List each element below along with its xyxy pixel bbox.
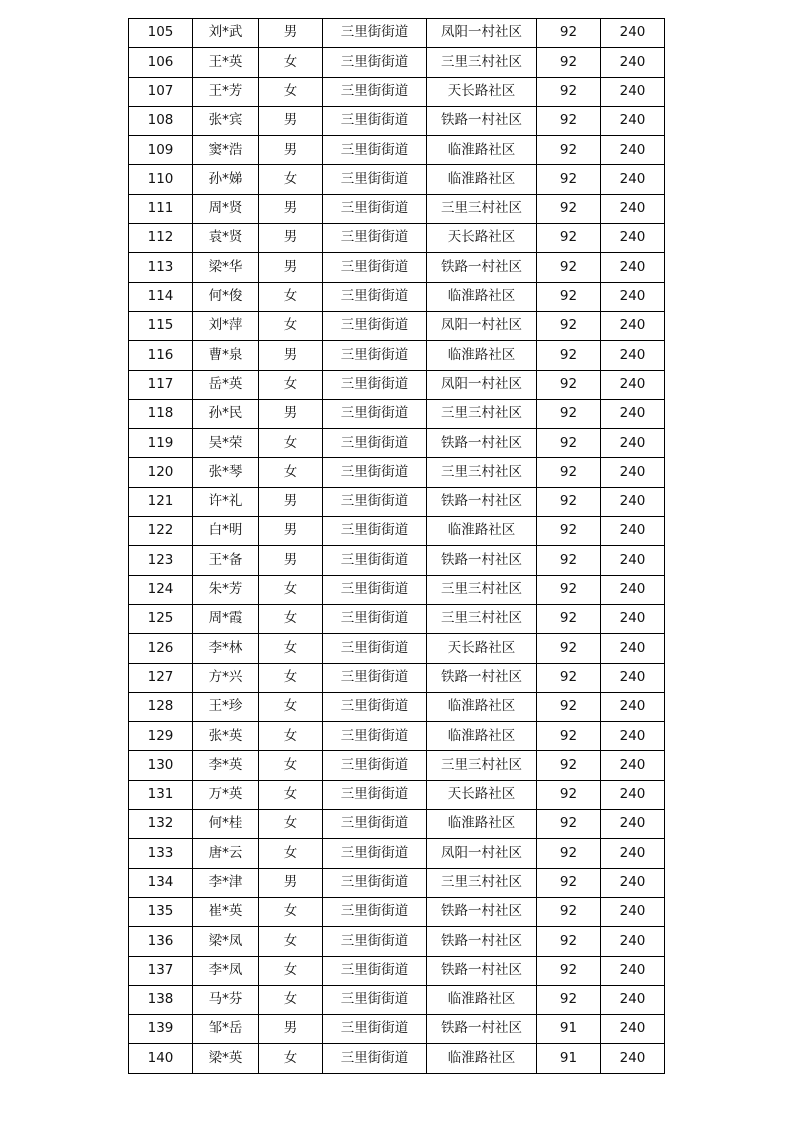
cell-id: 111 <box>129 194 193 223</box>
table-row <box>129 19 665 48</box>
cell-community: 临淮路社区 <box>427 136 537 165</box>
cell-gender: 女 <box>259 839 323 868</box>
table-row <box>129 692 665 721</box>
cell-amount: 240 <box>601 517 665 546</box>
cell-score: 92 <box>537 692 601 721</box>
cell-street: 三里街街道 <box>323 106 427 135</box>
cell-amount: 240 <box>601 839 665 868</box>
cell-gender: 女 <box>259 1044 323 1073</box>
cell-gender: 女 <box>259 282 323 311</box>
cell-community: 临淮路社区 <box>427 1044 537 1073</box>
cell-street: 三里街街道 <box>323 224 427 253</box>
cell-name: 李*津 <box>193 868 259 897</box>
table-row <box>129 663 665 692</box>
cell-score: 92 <box>537 19 601 48</box>
cell-amount: 240 <box>601 19 665 48</box>
cell-name: 李*凤 <box>193 956 259 985</box>
cell-gender: 女 <box>259 956 323 985</box>
table-row <box>129 517 665 546</box>
cell-name: 许*礼 <box>193 487 259 516</box>
cell-street: 三里街街道 <box>323 77 427 106</box>
cell-score: 92 <box>537 517 601 546</box>
cell-score: 92 <box>537 106 601 135</box>
cell-street: 三里街街道 <box>323 897 427 926</box>
cell-name: 邹*岳 <box>193 1015 259 1044</box>
cell-name: 崔*英 <box>193 897 259 926</box>
cell-gender: 女 <box>259 897 323 926</box>
cell-score: 91 <box>537 1044 601 1073</box>
cell-amount: 240 <box>601 429 665 458</box>
cell-street: 三里街街道 <box>323 282 427 311</box>
table-row <box>129 106 665 135</box>
cell-score: 92 <box>537 810 601 839</box>
cell-name: 方*兴 <box>193 663 259 692</box>
cell-amount: 240 <box>601 48 665 77</box>
cell-street: 三里街街道 <box>323 19 427 48</box>
cell-gender: 女 <box>259 429 323 458</box>
cell-amount: 240 <box>601 77 665 106</box>
cell-id: 140 <box>129 1044 193 1073</box>
cell-gender: 男 <box>259 136 323 165</box>
cell-community: 凤阳一村社区 <box>427 370 537 399</box>
cell-name: 岳*英 <box>193 370 259 399</box>
cell-amount: 240 <box>601 546 665 575</box>
cell-community: 铁路一村社区 <box>427 487 537 516</box>
cell-score: 92 <box>537 136 601 165</box>
cell-gender: 女 <box>259 48 323 77</box>
cell-score: 92 <box>537 839 601 868</box>
table-row <box>129 927 665 956</box>
cell-gender: 男 <box>259 194 323 223</box>
cell-gender: 女 <box>259 634 323 663</box>
cell-id: 123 <box>129 546 193 575</box>
cell-street: 三里街街道 <box>323 253 427 282</box>
cell-community: 天长路社区 <box>427 780 537 809</box>
cell-amount: 240 <box>601 780 665 809</box>
cell-gender: 男 <box>259 224 323 253</box>
cell-id: 114 <box>129 282 193 311</box>
table-row <box>129 194 665 223</box>
cell-amount: 240 <box>601 370 665 399</box>
cell-score: 92 <box>537 253 601 282</box>
table-body <box>129 19 665 1074</box>
cell-street: 三里街街道 <box>323 458 427 487</box>
cell-name: 周*霞 <box>193 604 259 633</box>
table-row <box>129 253 665 282</box>
cell-id: 107 <box>129 77 193 106</box>
cell-name: 张*琴 <box>193 458 259 487</box>
table-row <box>129 751 665 780</box>
cell-id: 118 <box>129 399 193 428</box>
cell-community: 铁路一村社区 <box>427 429 537 458</box>
cell-score: 92 <box>537 224 601 253</box>
cell-gender: 女 <box>259 810 323 839</box>
cell-amount: 240 <box>601 106 665 135</box>
cell-street: 三里街街道 <box>323 604 427 633</box>
cell-street: 三里街街道 <box>323 48 427 77</box>
table-row <box>129 399 665 428</box>
cell-score: 92 <box>537 751 601 780</box>
cell-gender: 男 <box>259 487 323 516</box>
cell-amount: 240 <box>601 136 665 165</box>
cell-id: 133 <box>129 839 193 868</box>
cell-name: 王*备 <box>193 546 259 575</box>
cell-id: 116 <box>129 341 193 370</box>
cell-community: 三里三村社区 <box>427 399 537 428</box>
cell-id: 131 <box>129 780 193 809</box>
cell-score: 92 <box>537 48 601 77</box>
table-row <box>129 341 665 370</box>
cell-name: 梁*华 <box>193 253 259 282</box>
table-row <box>129 487 665 516</box>
cell-street: 三里街街道 <box>323 839 427 868</box>
cell-name: 周*贤 <box>193 194 259 223</box>
cell-amount: 240 <box>601 985 665 1014</box>
cell-score: 92 <box>537 458 601 487</box>
table-row <box>129 1044 665 1073</box>
cell-community: 三里三村社区 <box>427 751 537 780</box>
cell-community: 铁路一村社区 <box>427 927 537 956</box>
cell-amount: 240 <box>601 194 665 223</box>
cell-gender: 男 <box>259 546 323 575</box>
table-row <box>129 839 665 868</box>
table-row <box>129 956 665 985</box>
cell-community: 临淮路社区 <box>427 692 537 721</box>
table-row <box>129 136 665 165</box>
cell-community: 天长路社区 <box>427 77 537 106</box>
cell-amount: 240 <box>601 165 665 194</box>
cell-id: 138 <box>129 985 193 1014</box>
cell-community: 铁路一村社区 <box>427 663 537 692</box>
cell-community: 铁路一村社区 <box>427 546 537 575</box>
cell-score: 92 <box>537 77 601 106</box>
cell-amount: 240 <box>601 341 665 370</box>
cell-community: 临淮路社区 <box>427 517 537 546</box>
cell-id: 108 <box>129 106 193 135</box>
cell-amount: 240 <box>601 399 665 428</box>
table-row <box>129 429 665 458</box>
cell-community: 铁路一村社区 <box>427 1015 537 1044</box>
cell-id: 124 <box>129 575 193 604</box>
cell-score: 92 <box>537 897 601 926</box>
cell-street: 三里街街道 <box>323 487 427 516</box>
cell-score: 92 <box>537 194 601 223</box>
table-row <box>129 575 665 604</box>
cell-score: 92 <box>537 927 601 956</box>
cell-name: 刘*萍 <box>193 311 259 340</box>
cell-street: 三里街街道 <box>323 780 427 809</box>
cell-name: 孙*娣 <box>193 165 259 194</box>
cell-amount: 240 <box>601 604 665 633</box>
table-row <box>129 810 665 839</box>
cell-amount: 240 <box>601 1044 665 1073</box>
table-row <box>129 370 665 399</box>
cell-name: 王*珍 <box>193 692 259 721</box>
cell-gender: 女 <box>259 77 323 106</box>
cell-name: 万*英 <box>193 780 259 809</box>
cell-gender: 男 <box>259 253 323 282</box>
cell-score: 92 <box>537 956 601 985</box>
cell-community: 临淮路社区 <box>427 165 537 194</box>
roster-table <box>128 18 665 1074</box>
cell-street: 三里街街道 <box>323 663 427 692</box>
cell-amount: 240 <box>601 663 665 692</box>
cell-name: 张*宾 <box>193 106 259 135</box>
cell-gender: 男 <box>259 19 323 48</box>
table-row <box>129 780 665 809</box>
cell-gender: 女 <box>259 751 323 780</box>
cell-id: 127 <box>129 663 193 692</box>
cell-name: 曹*泉 <box>193 341 259 370</box>
cell-id: 129 <box>129 722 193 751</box>
cell-street: 三里街街道 <box>323 956 427 985</box>
cell-gender: 女 <box>259 692 323 721</box>
cell-gender: 男 <box>259 399 323 428</box>
cell-gender: 女 <box>259 663 323 692</box>
cell-community: 三里三村社区 <box>427 575 537 604</box>
table-row <box>129 604 665 633</box>
cell-community: 天长路社区 <box>427 224 537 253</box>
cell-name: 白*明 <box>193 517 259 546</box>
cell-score: 92 <box>537 575 601 604</box>
cell-gender: 男 <box>259 106 323 135</box>
cell-community: 三里三村社区 <box>427 458 537 487</box>
cell-gender: 女 <box>259 458 323 487</box>
cell-amount: 240 <box>601 692 665 721</box>
cell-street: 三里街街道 <box>323 751 427 780</box>
cell-community: 三里三村社区 <box>427 48 537 77</box>
cell-id: 136 <box>129 927 193 956</box>
cell-amount: 240 <box>601 253 665 282</box>
cell-amount: 240 <box>601 634 665 663</box>
cell-gender: 男 <box>259 1015 323 1044</box>
cell-name: 王*芳 <box>193 77 259 106</box>
cell-street: 三里街街道 <box>323 634 427 663</box>
cell-score: 92 <box>537 780 601 809</box>
cell-score: 92 <box>537 546 601 575</box>
cell-id: 117 <box>129 370 193 399</box>
cell-amount: 240 <box>601 868 665 897</box>
table-row <box>129 311 665 340</box>
cell-street: 三里街街道 <box>323 692 427 721</box>
cell-amount: 240 <box>601 897 665 926</box>
cell-community: 临淮路社区 <box>427 985 537 1014</box>
cell-amount: 240 <box>601 487 665 516</box>
table-row <box>129 722 665 751</box>
cell-score: 92 <box>537 165 601 194</box>
cell-gender: 男 <box>259 868 323 897</box>
cell-street: 三里街街道 <box>323 370 427 399</box>
cell-community: 临淮路社区 <box>427 722 537 751</box>
cell-street: 三里街街道 <box>323 722 427 751</box>
cell-id: 130 <box>129 751 193 780</box>
cell-id: 128 <box>129 692 193 721</box>
cell-amount: 240 <box>601 810 665 839</box>
cell-score: 92 <box>537 282 601 311</box>
cell-score: 92 <box>537 604 601 633</box>
cell-name: 刘*武 <box>193 19 259 48</box>
cell-gender: 女 <box>259 370 323 399</box>
cell-amount: 240 <box>601 1015 665 1044</box>
cell-id: 110 <box>129 165 193 194</box>
cell-name: 窦*浩 <box>193 136 259 165</box>
cell-street: 三里街街道 <box>323 311 427 340</box>
cell-id: 120 <box>129 458 193 487</box>
cell-score: 92 <box>537 341 601 370</box>
cell-name: 孙*民 <box>193 399 259 428</box>
cell-community: 临淮路社区 <box>427 341 537 370</box>
cell-id: 109 <box>129 136 193 165</box>
cell-id: 132 <box>129 810 193 839</box>
table-row <box>129 634 665 663</box>
cell-name: 张*英 <box>193 722 259 751</box>
cell-name: 何*俊 <box>193 282 259 311</box>
cell-gender: 女 <box>259 575 323 604</box>
cell-amount: 240 <box>601 722 665 751</box>
cell-street: 三里街街道 <box>323 341 427 370</box>
cell-id: 134 <box>129 868 193 897</box>
cell-id: 115 <box>129 311 193 340</box>
cell-amount: 240 <box>601 575 665 604</box>
cell-street: 三里街街道 <box>323 165 427 194</box>
cell-gender: 男 <box>259 517 323 546</box>
cell-id: 139 <box>129 1015 193 1044</box>
cell-name: 朱*芳 <box>193 575 259 604</box>
cell-gender: 女 <box>259 722 323 751</box>
cell-id: 137 <box>129 956 193 985</box>
cell-community: 凤阳一村社区 <box>427 839 537 868</box>
cell-score: 92 <box>537 722 601 751</box>
cell-amount: 240 <box>601 458 665 487</box>
cell-name: 何*桂 <box>193 810 259 839</box>
cell-street: 三里街街道 <box>323 868 427 897</box>
cell-score: 92 <box>537 985 601 1014</box>
cell-amount: 240 <box>601 282 665 311</box>
cell-name: 李*林 <box>193 634 259 663</box>
cell-community: 三里三村社区 <box>427 194 537 223</box>
table-row <box>129 985 665 1014</box>
cell-gender: 女 <box>259 604 323 633</box>
cell-name: 吴*荣 <box>193 429 259 458</box>
cell-score: 92 <box>537 663 601 692</box>
cell-street: 三里街街道 <box>323 429 427 458</box>
cell-name: 梁*英 <box>193 1044 259 1073</box>
cell-amount: 240 <box>601 956 665 985</box>
cell-name: 袁*贤 <box>193 224 259 253</box>
cell-score: 92 <box>537 487 601 516</box>
cell-street: 三里街街道 <box>323 136 427 165</box>
cell-id: 121 <box>129 487 193 516</box>
cell-amount: 240 <box>601 927 665 956</box>
cell-community: 铁路一村社区 <box>427 897 537 926</box>
table-row <box>129 165 665 194</box>
cell-street: 三里街街道 <box>323 927 427 956</box>
table-row <box>129 282 665 311</box>
cell-score: 92 <box>537 868 601 897</box>
cell-street: 三里街街道 <box>323 546 427 575</box>
table-row <box>129 77 665 106</box>
cell-score: 92 <box>537 311 601 340</box>
cell-gender: 女 <box>259 780 323 809</box>
table-row <box>129 897 665 926</box>
cell-amount: 240 <box>601 224 665 253</box>
cell-community: 三里三村社区 <box>427 868 537 897</box>
table-row <box>129 546 665 575</box>
cell-gender: 女 <box>259 985 323 1014</box>
cell-id: 105 <box>129 19 193 48</box>
cell-id: 135 <box>129 897 193 926</box>
cell-community: 凤阳一村社区 <box>427 19 537 48</box>
table-row <box>129 224 665 253</box>
cell-id: 112 <box>129 224 193 253</box>
table-row <box>129 458 665 487</box>
cell-community: 铁路一村社区 <box>427 956 537 985</box>
cell-amount: 240 <box>601 751 665 780</box>
cell-community: 三里三村社区 <box>427 604 537 633</box>
cell-name: 李*英 <box>193 751 259 780</box>
cell-score: 91 <box>537 1015 601 1044</box>
cell-id: 125 <box>129 604 193 633</box>
cell-community: 铁路一村社区 <box>427 253 537 282</box>
table-row <box>129 1015 665 1044</box>
cell-gender: 男 <box>259 341 323 370</box>
cell-community: 天长路社区 <box>427 634 537 663</box>
cell-community: 凤阳一村社区 <box>427 311 537 340</box>
cell-gender: 女 <box>259 311 323 340</box>
table-row <box>129 868 665 897</box>
cell-score: 92 <box>537 370 601 399</box>
cell-street: 三里街街道 <box>323 1015 427 1044</box>
cell-id: 113 <box>129 253 193 282</box>
table-row <box>129 48 665 77</box>
cell-name: 梁*凤 <box>193 927 259 956</box>
cell-street: 三里街街道 <box>323 1044 427 1073</box>
cell-name: 马*芬 <box>193 985 259 1014</box>
cell-name: 王*英 <box>193 48 259 77</box>
cell-name: 唐*云 <box>193 839 259 868</box>
cell-gender: 女 <box>259 165 323 194</box>
cell-street: 三里街街道 <box>323 985 427 1014</box>
cell-street: 三里街街道 <box>323 517 427 546</box>
cell-id: 122 <box>129 517 193 546</box>
cell-street: 三里街街道 <box>323 810 427 839</box>
cell-street: 三里街街道 <box>323 194 427 223</box>
cell-score: 92 <box>537 399 601 428</box>
cell-community: 铁路一村社区 <box>427 106 537 135</box>
cell-amount: 240 <box>601 311 665 340</box>
cell-community: 临淮路社区 <box>427 282 537 311</box>
cell-id: 126 <box>129 634 193 663</box>
cell-street: 三里街街道 <box>323 399 427 428</box>
cell-id: 106 <box>129 48 193 77</box>
cell-score: 92 <box>537 634 601 663</box>
cell-gender: 女 <box>259 927 323 956</box>
cell-score: 92 <box>537 429 601 458</box>
cell-id: 119 <box>129 429 193 458</box>
cell-community: 临淮路社区 <box>427 810 537 839</box>
cell-street: 三里街街道 <box>323 575 427 604</box>
